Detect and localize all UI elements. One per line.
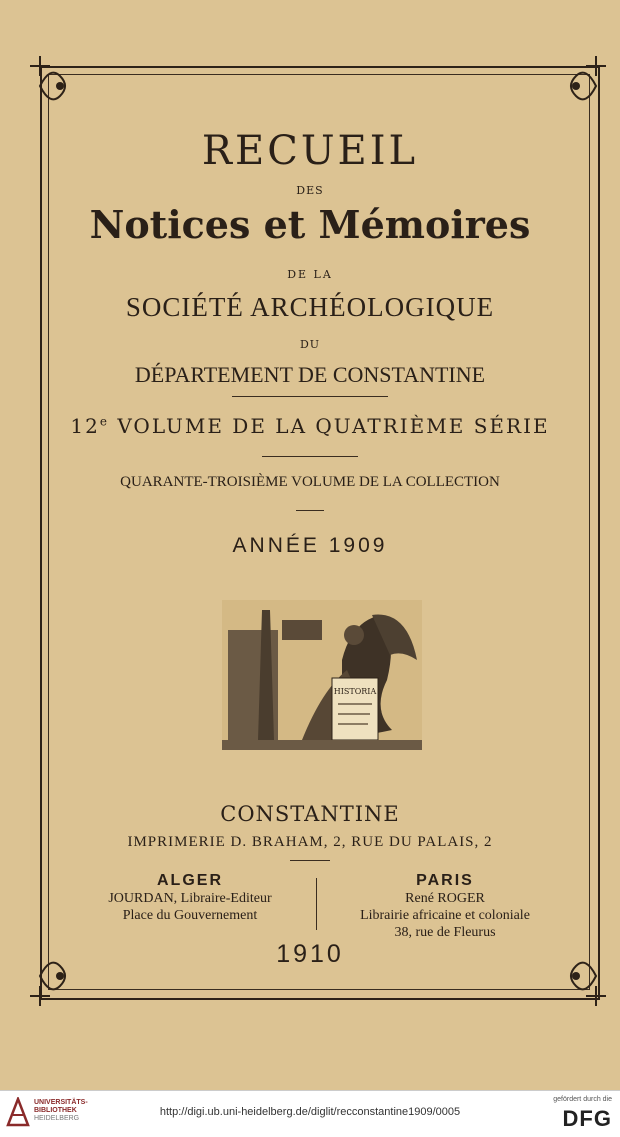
divider: [232, 396, 388, 397]
year-annee: ANNÉE 1909: [232, 534, 388, 557]
title-des: DES: [296, 184, 324, 197]
volume-text: VOLUME DE LA QUATRIÈME SÉRIE: [108, 414, 550, 438]
publisher-address: 38, rue de Fleurus: [394, 925, 496, 940]
publisher-address: Place du Gouvernement: [122, 908, 258, 923]
divider: [296, 510, 324, 511]
library-line: BIBLIOTHEK: [34, 1107, 77, 1114]
publisher-paris: [330, 872, 560, 941]
funded-by-label: gefördert durch die: [553, 1096, 612, 1103]
society-name: SOCIÉTÉ ARCHÉOLOGIQUE: [125, 292, 495, 322]
publisher-description: Librairie africaine et coloniale: [360, 908, 530, 923]
du: DU: [299, 338, 321, 351]
title-recueil: RECUEIL: [201, 128, 419, 174]
de-la: DE LA: [287, 268, 333, 281]
column-divider: [316, 878, 317, 930]
volume-line: [0, 414, 620, 438]
permalink-url[interactable]: http://digi.ub.uni-heidelberg.de/diglit/recconstantine1909/0005: [159, 1106, 461, 1118]
corner-ornament-icon: [30, 56, 90, 116]
divider: [262, 456, 358, 457]
divider: [290, 860, 330, 861]
publisher-name: JOURDAN, Libraire-Editeur: [108, 891, 272, 906]
library-line: UNIVERSITÄTS-: [34, 1099, 88, 1106]
city-paris: PARIS: [416, 872, 474, 889]
publisher-alger: [70, 872, 310, 924]
volume-number: 12: [70, 414, 100, 438]
library-line: HEIDELBERG: [34, 1115, 80, 1122]
printer-line: IMPRIMERIE D. BRAHAM, 2, RUE DU PALAIS, 2: [127, 834, 493, 850]
city-alger: ALGER: [157, 872, 223, 889]
historia-engraving: [222, 600, 422, 750]
collection-line: QUARANTE-TROISIÈME VOLUME DE LA COLLECTION: [120, 474, 500, 490]
publication-year: 1910: [276, 940, 344, 968]
city-constantine: CONSTANTINE: [220, 802, 400, 826]
engraving-label: HISTORIA: [333, 687, 377, 696]
page-title: Notices et Mémoires: [89, 202, 531, 247]
department-name: DÉPARTEMENT DE CONSTANTINE: [134, 362, 486, 387]
dfg-logo[interactable]: DFG: [562, 1106, 612, 1131]
publisher-name: René ROGER: [405, 891, 485, 906]
volume-ordinal: e: [99, 414, 109, 429]
corner-ornament-icon: [546, 56, 606, 116]
